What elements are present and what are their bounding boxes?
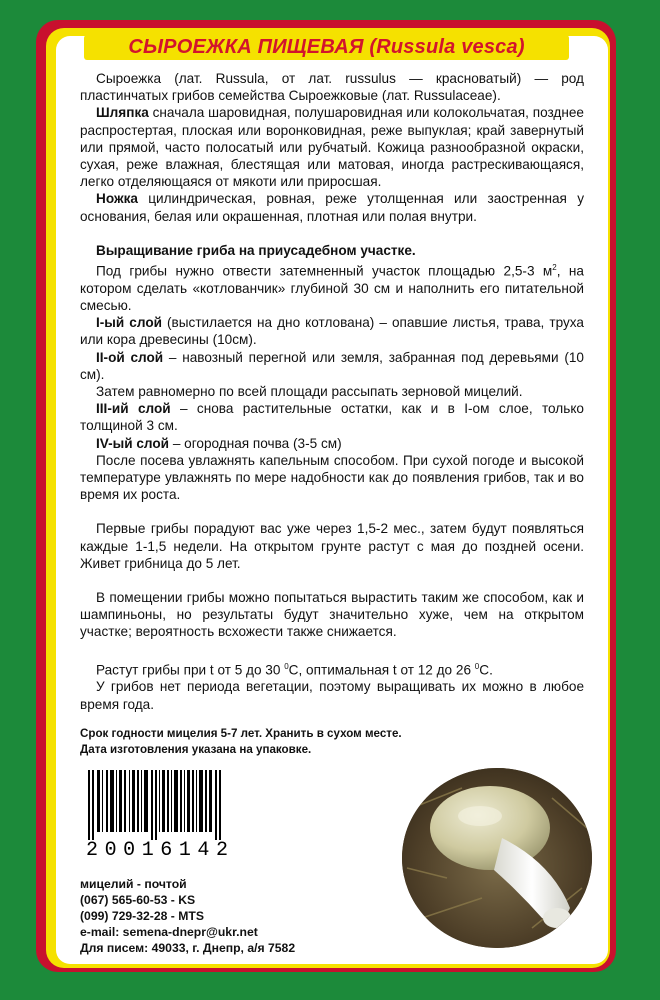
mushroom-illustration: [402, 768, 592, 948]
watering-paragraph: После посева увлажнять капельным способом. При сухой погоде и высокой температуре увлажнять по мере надобности как до появления грибов, так и во время их роста.: [80, 452, 584, 503]
layer-4: IV-ый слой – огородная почва (3-5 см): [96, 435, 342, 451]
mycelium-step: Затем равномерно по всей площади рассыпать зерновой мицелий.: [96, 383, 523, 399]
barcode-bars: [88, 770, 224, 840]
barcode: [82, 770, 232, 862]
storage-line-1: Срок годности мицелия 5-7 лет. Хранить в сухом месте.: [80, 727, 402, 740]
contact-address: Для писем: 49033, г. Днепр, а/я 7582: [80, 941, 296, 955]
product-title: СЫРОЕЖКА ПИЩЕВАЯ (Russula vesca): [84, 35, 569, 60]
contact-email: e-mail: semena-dnepr@ukr.net: [80, 925, 258, 939]
mushroom-photo: [402, 768, 592, 948]
growing-intro: Под грибы нужно отвести затемненный участок площадью 2,5-3 $м^2$, на котором сделать «котлованчик» глубиной 30 см и наполнить его питательной смесью.: [80, 263, 584, 313]
contact-phone-ks: (067) 565-60-53 - KS: [80, 893, 196, 907]
layer-3: III-ий слой – снова растительные остатки, как и в I-ом слое, только толщиной 3 см.: [80, 401, 584, 434]
cap-paragraph: [80, 104, 584, 190]
first-harvest-paragraph: Первые грибы порадуют вас уже через 1,5-2 мес., затем будут появляться каждые 1-1,5 недели. На открытом грунте растут с мая до поздней осени. Живет грибница до 5 лет.: [80, 521, 584, 571]
layer-1: I-ый слой (выстилается на дно котлована) – опавшие листья, трава, труха или кора древесины (10см).: [80, 315, 584, 348]
description-text: [80, 70, 584, 713]
contact-phone-mts: (099) 729-32-28 - MTS: [80, 909, 204, 923]
barcode-digits: 2 0 0 1 6 1 4 2: [86, 839, 228, 862]
indoor-paragraph: В помещении грибы можно попытаться вырастить таким же способом, как и шампиньоны, но результаты будут значительно хуже, чем на открытом участке; вероятность всхожести также снижается.: [80, 590, 584, 640]
contact-line-1: мицелий - почтой: [80, 877, 187, 891]
storage-info: [80, 726, 480, 758]
stem-label: Ножка: [96, 191, 138, 207]
temperature-paragraph: Растут грибы при t от 5 до 30 $^0$С, оптимальная t от 12 до 26 $^0$С.: [96, 661, 493, 678]
contact-info: [80, 876, 400, 956]
stem-paragraph: [80, 190, 584, 224]
vegetation-paragraph: У грибов нет периода вегетации, поэтому выращивать их можно в любое время года.: [80, 679, 584, 712]
storage-line-2: Дата изготовления указана на упаковке.: [80, 743, 312, 756]
intro-paragraph: Сыроежка (лат. Russula, от лат. russulus — красноватый) — род пластинчатых грибов семейства Сыроежковые (лат. Russulaceae).: [80, 71, 584, 104]
cap-text: сначала шаровидная, полушаровидная или колокольчатая, позднее распростертая, плоская или воронковидная, реже выпуклая; край завернутый или прямой, часто полосатый или рубчатый. Кожица разнообразной окраски, сухая, реже влажная, блестящая или матовая, иногда растрескивающаяся, легко отделяющаяся от мякоти или приросшая.: [80, 105, 584, 190]
cap-label: Шляпка: [96, 105, 149, 121]
growing-heading: Выращивание гриба на приусадебном участке.: [96, 242, 416, 258]
stem-text: цилиндрическая, ровная, реже утолщенная или заостренная у основания, белая или окрашенная, плотная или полая внутри.: [80, 191, 584, 224]
layer-2: II-ой слой – навозный перегной или земля, забранная под деревьями (10 см).: [80, 349, 584, 382]
